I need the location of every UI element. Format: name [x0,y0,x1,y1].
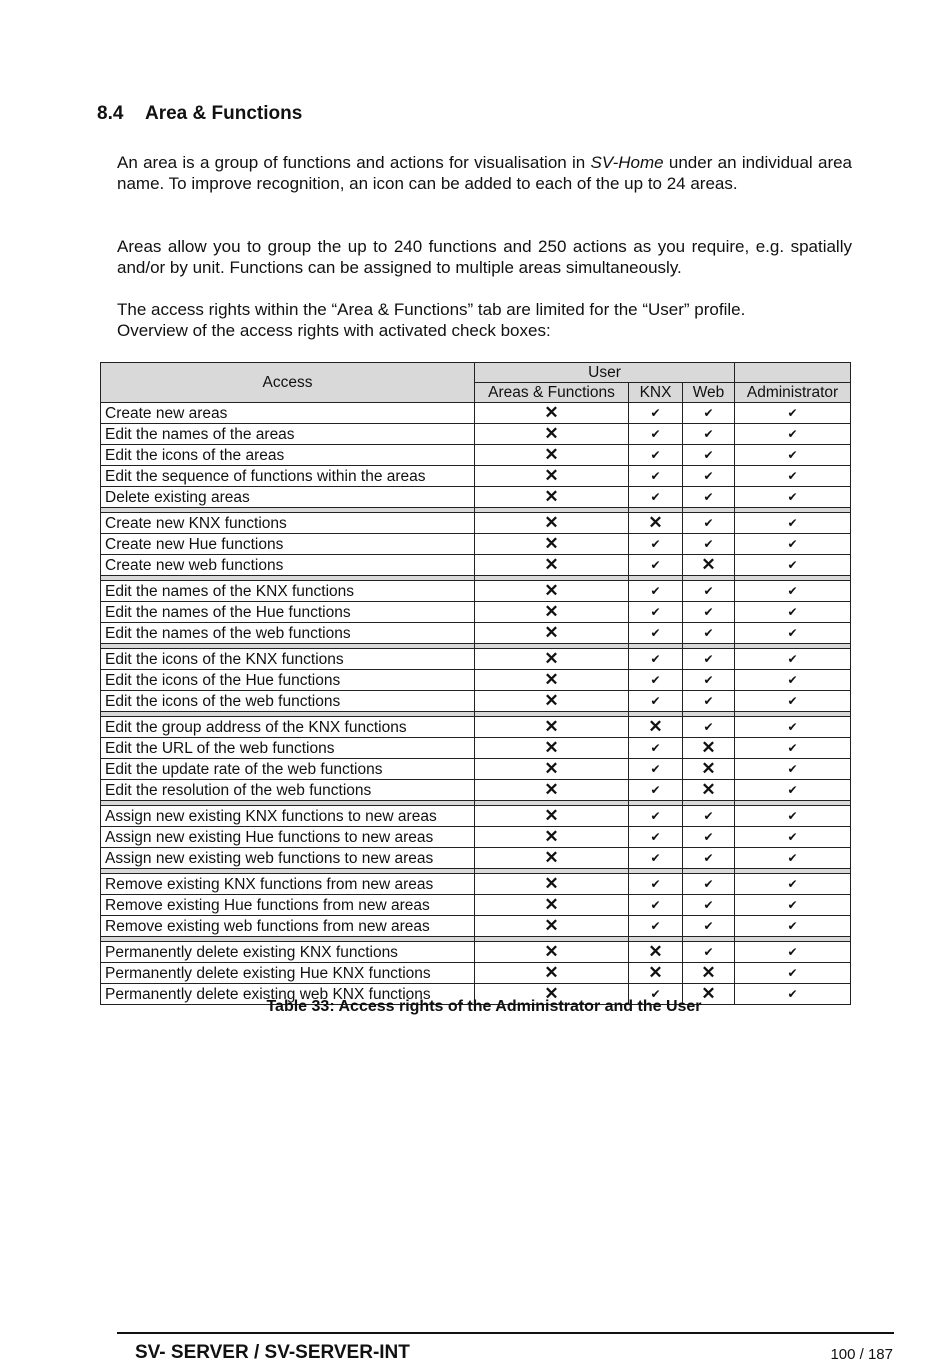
check-icon: ✔ [703,898,714,912]
areas-functions-cell [475,942,629,963]
check-icon: ✔ [650,537,661,551]
cross-icon: ✕ [544,827,559,846]
check-icon: ✔ [787,652,798,666]
knx-cell [629,848,683,869]
cross-icon: ✕ [544,717,559,736]
check-icon: ✔ [787,966,798,980]
table-row [101,780,851,801]
table-row [101,874,851,895]
cross-icon: ✕ [544,916,559,935]
areas-functions-cell [475,555,629,576]
knx-cell [629,602,683,623]
check-icon: ✔ [703,448,714,462]
check-icon: ✔ [703,720,714,734]
access-label: Create new areas [101,403,475,424]
cross-icon: ✕ [544,581,559,600]
cross-icon: ✕ [544,445,559,464]
check-icon: ✔ [787,694,798,708]
cross-icon: ✕ [544,874,559,893]
table-row [101,670,851,691]
administrator-cell [735,916,851,937]
administrator-cell [735,403,851,424]
section-heading [97,103,302,125]
areas-functions-cell [475,806,629,827]
knx-cell [629,581,683,602]
cross-icon: ✕ [544,691,559,710]
table-caption: Table 33: Access rights of the Administrator and the User [266,998,702,1015]
check-icon: ✔ [787,919,798,933]
access-label: Assign new existing Hue functions to new areas [101,827,475,848]
access-label: Assign new existing KNX functions to new areas [101,806,475,827]
knx-cell [629,963,683,984]
administrator-cell [735,649,851,670]
cross-icon: ✕ [544,942,559,961]
access-label: Create new KNX functions [101,513,475,534]
access-label: Remove existing KNX functions from new areas [101,874,475,895]
cross-icon: ✕ [648,942,663,961]
table-row [101,649,851,670]
check-icon: ✔ [787,516,798,530]
web-cell [683,555,735,576]
areas-functions-cell [475,963,629,984]
knx-cell [629,534,683,555]
web-cell [683,487,735,508]
check-icon: ✔ [703,673,714,687]
areas-functions-cell [475,649,629,670]
table-row [101,602,851,623]
areas-functions-cell [475,717,629,738]
areas-functions-cell [475,581,629,602]
web-cell [683,895,735,916]
check-icon: ✔ [703,406,714,420]
web-cell [683,717,735,738]
cross-icon: ✕ [701,963,716,982]
access-label: Permanently delete existing web KNX functions [101,984,475,1005]
check-icon: ✔ [650,741,661,755]
web-cell [683,848,735,869]
check-icon: ✔ [650,809,661,823]
check-icon: ✔ [703,652,714,666]
web-cell [683,916,735,937]
check-icon: ✔ [650,626,661,640]
knx-cell [629,424,683,445]
administrator-cell [735,555,851,576]
administrator-cell [735,895,851,916]
areas-functions-cell [475,916,629,937]
administrator-cell [735,806,851,827]
check-icon: ✔ [650,673,661,687]
cross-icon: ✕ [544,963,559,982]
table-row [101,827,851,848]
administrator-cell [735,963,851,984]
knx-cell [629,623,683,644]
table-row [101,942,851,963]
access-label: Remove existing web functions from new areas [101,916,475,937]
header-access: Access [101,363,475,403]
check-icon: ✔ [650,469,661,483]
cross-icon: ✕ [544,602,559,621]
header-user: User [475,363,735,383]
web-cell [683,738,735,759]
areas-functions-cell [475,895,629,916]
knx-cell [629,916,683,937]
web-cell [683,581,735,602]
knx-cell [629,827,683,848]
access-label: Edit the resolution of the web functions [101,780,475,801]
check-icon: ✔ [650,406,661,420]
web-cell [683,649,735,670]
areas-functions-cell [475,534,629,555]
administrator-cell [735,466,851,487]
check-icon: ✔ [703,537,714,551]
areas-functions-cell [475,513,629,534]
administrator-cell [735,623,851,644]
cross-icon: ✕ [544,555,559,574]
check-icon: ✔ [650,851,661,865]
administrator-cell [735,424,851,445]
cross-icon: ✕ [701,984,716,1003]
table-row [101,513,851,534]
check-icon: ✔ [703,584,714,598]
knx-cell [629,717,683,738]
areas-functions-cell [475,623,629,644]
areas-functions-cell [475,691,629,712]
check-icon: ✔ [787,469,798,483]
administrator-cell [735,670,851,691]
table-row [101,623,851,644]
administrator-cell [735,581,851,602]
cross-icon: ✕ [701,780,716,799]
table-row [101,466,851,487]
check-icon: ✔ [650,427,661,441]
table-row [101,581,851,602]
areas-functions-cell [475,874,629,895]
knx-cell [629,895,683,916]
web-cell [683,874,735,895]
check-icon: ✔ [787,448,798,462]
web-cell [683,424,735,445]
knx-cell [629,780,683,801]
check-icon: ✔ [787,830,798,844]
knx-cell [629,806,683,827]
web-cell [683,623,735,644]
web-cell [683,827,735,848]
check-icon: ✔ [650,877,661,891]
table-row [101,403,851,424]
check-icon: ✔ [650,919,661,933]
section-title: Area & Functions [145,103,303,124]
check-icon: ✔ [787,605,798,619]
web-cell [683,513,735,534]
check-icon: ✔ [703,830,714,844]
table-row [101,963,851,984]
cross-icon: ✕ [544,513,559,532]
check-icon: ✔ [787,558,798,572]
administrator-cell [735,487,851,508]
web-cell [683,670,735,691]
header-knx: KNX [629,383,683,403]
administrator-cell [735,445,851,466]
check-icon: ✔ [703,694,714,708]
cross-icon: ✕ [544,424,559,443]
knx-cell [629,942,683,963]
intro-paragraph [117,152,852,194]
access-label: Edit the sequence of functions within the areas [101,466,475,487]
table-row [101,534,851,555]
web-cell [683,759,735,780]
access-rights-body [101,403,851,1005]
intro-text-continued: under an individual area name. To improve recognition, an icon can be added to each of the up to 24 areas. [117,153,853,193]
cross-icon: ✕ [648,717,663,736]
check-icon: ✔ [787,945,798,959]
check-icon: ✔ [787,898,798,912]
check-icon: ✔ [787,490,798,504]
cross-icon: ✕ [544,738,559,757]
check-icon: ✔ [650,558,661,572]
check-icon: ✔ [787,626,798,640]
table-row [101,848,851,869]
cross-icon: ✕ [701,738,716,757]
check-icon: ✔ [703,919,714,933]
areas-functions-cell [475,780,629,801]
header-web: Web [683,383,735,403]
web-cell [683,403,735,424]
cross-icon: ✕ [544,848,559,867]
access-label: Remove existing Hue functions from new areas [101,895,475,916]
access-label: Edit the icons of the areas [101,445,475,466]
cross-icon: ✕ [544,487,559,506]
check-icon: ✔ [787,720,798,734]
table-row [101,487,851,508]
web-cell [683,445,735,466]
web-cell [683,534,735,555]
web-cell [683,602,735,623]
table-row [101,738,851,759]
check-icon: ✔ [650,762,661,776]
header-administrator: Administrator [735,383,851,403]
web-cell [683,466,735,487]
table-row [101,424,851,445]
table-row [101,806,851,827]
access-label: Create new Hue functions [101,534,475,555]
knx-cell [629,691,683,712]
check-icon: ✔ [787,537,798,551]
check-icon: ✔ [787,673,798,687]
administrator-cell [735,874,851,895]
access-label: Edit the names of the web functions [101,623,475,644]
administrator-cell [735,848,851,869]
check-icon: ✔ [650,898,661,912]
check-icon: ✔ [650,694,661,708]
access-label: Permanently delete existing KNX functions [101,942,475,963]
check-icon: ✔ [787,851,798,865]
areas-functions-cell [475,738,629,759]
administrator-cell [735,738,851,759]
administrator-cell [735,942,851,963]
knx-cell [629,649,683,670]
access-label: Create new web functions [101,555,475,576]
table-row [101,691,851,712]
areas-functions-cell [475,848,629,869]
table-row [101,895,851,916]
product-name: SV-Home [590,153,664,172]
web-cell [683,806,735,827]
web-cell [683,780,735,801]
check-icon: ✔ [703,809,714,823]
web-cell [683,691,735,712]
access-rights-line-1: The access rights within the “Area & Functions” tab are limited for the “User” profile. [117,300,746,319]
table-row [101,759,851,780]
check-icon: ✔ [787,427,798,441]
check-icon: ✔ [650,584,661,598]
check-icon: ✔ [650,605,661,619]
section-number: 8.4 [97,103,124,124]
check-icon: ✔ [787,877,798,891]
check-icon: ✔ [787,584,798,598]
knx-cell [629,759,683,780]
areas-functions-cell [475,466,629,487]
check-icon: ✔ [787,762,798,776]
check-icon: ✔ [787,406,798,420]
check-icon: ✔ [650,830,661,844]
access-label: Edit the icons of the KNX functions [101,649,475,670]
access-rights-paragraph [117,299,852,341]
cross-icon: ✕ [544,759,559,778]
areas-functions-cell [475,445,629,466]
areas-functions-cell [475,424,629,445]
access-label: Edit the names of the Hue functions [101,602,475,623]
access-rights-line-2: Overview of the access rights with activated check boxes: [117,321,551,340]
table-row [101,555,851,576]
knx-cell [629,403,683,424]
cross-icon: ✕ [701,555,716,574]
knx-cell [629,738,683,759]
check-icon: ✔ [703,516,714,530]
administrator-cell [735,717,851,738]
administrator-cell [735,780,851,801]
knx-cell [629,445,683,466]
check-icon: ✔ [650,987,661,1001]
footer-rule [117,1332,894,1334]
cross-icon: ✕ [544,670,559,689]
cross-icon: ✕ [544,466,559,485]
check-icon: ✔ [650,783,661,797]
administrator-cell [735,691,851,712]
access-label: Edit the update rate of the web functions [101,759,475,780]
check-icon: ✔ [787,809,798,823]
access-rights-table [100,362,851,1005]
cross-icon: ✕ [544,895,559,914]
areas-functions-cell [475,827,629,848]
access-label: Edit the names of the areas [101,424,475,445]
access-label: Edit the icons of the Hue functions [101,670,475,691]
page-number: 100 / 187 [830,1346,893,1363]
areas-paragraph: Areas allow you to group the up to 240 functions and 250 actions as you require, e.g. spatially and/or by unit. Functions can be assigned to multiple areas simultaneously. [117,237,852,277]
access-label: Delete existing areas [101,487,475,508]
access-label: Edit the icons of the web functions [101,691,475,712]
administrator-cell [735,513,851,534]
access-label: Permanently delete existing Hue KNX functions [101,963,475,984]
administrator-cell [735,759,851,780]
cross-icon: ✕ [544,780,559,799]
check-icon: ✔ [703,626,714,640]
knx-cell [629,487,683,508]
administrator-cell [735,534,851,555]
check-icon: ✔ [650,652,661,666]
check-icon: ✔ [703,945,714,959]
check-icon: ✔ [787,987,798,1001]
knx-cell [629,513,683,534]
administrator-cell [735,827,851,848]
cross-icon: ✕ [648,513,663,532]
check-icon: ✔ [703,605,714,619]
header-areas-functions: Areas & Functions [475,383,629,403]
cross-icon: ✕ [701,759,716,778]
access-label: Edit the URL of the web functions [101,738,475,759]
cross-icon: ✕ [544,403,559,422]
web-cell [683,963,735,984]
check-icon: ✔ [703,490,714,504]
knx-cell [629,670,683,691]
check-icon: ✔ [703,851,714,865]
intro-text: An area is a group of functions and actions for visualisation in [117,153,591,172]
access-label: Edit the names of the KNX functions [101,581,475,602]
footer-title: SV- SERVER / SV-SERVER-INT [135,1342,410,1363]
check-icon: ✔ [703,469,714,483]
check-icon: ✔ [703,877,714,891]
header-blank [735,363,851,383]
access-label: Edit the group address of the KNX functions [101,717,475,738]
cross-icon: ✕ [544,806,559,825]
areas-functions-cell [475,403,629,424]
table-row [101,445,851,466]
check-icon: ✔ [650,448,661,462]
cross-icon: ✕ [648,963,663,982]
table-row [101,717,851,738]
web-cell [683,942,735,963]
check-icon: ✔ [787,783,798,797]
knx-cell [629,555,683,576]
check-icon: ✔ [787,741,798,755]
cross-icon: ✕ [544,623,559,642]
cross-icon: ✕ [544,649,559,668]
cross-icon: ✕ [544,984,559,1003]
cross-icon: ✕ [544,534,559,553]
areas-functions-cell [475,487,629,508]
areas-functions-cell [475,602,629,623]
table-row [101,916,851,937]
access-label: Assign new existing web functions to new areas [101,848,475,869]
areas-functions-cell [475,670,629,691]
check-icon: ✔ [650,490,661,504]
knx-cell [629,874,683,895]
areas-functions-cell [475,759,629,780]
knx-cell [629,466,683,487]
administrator-cell [735,602,851,623]
check-icon: ✔ [703,427,714,441]
